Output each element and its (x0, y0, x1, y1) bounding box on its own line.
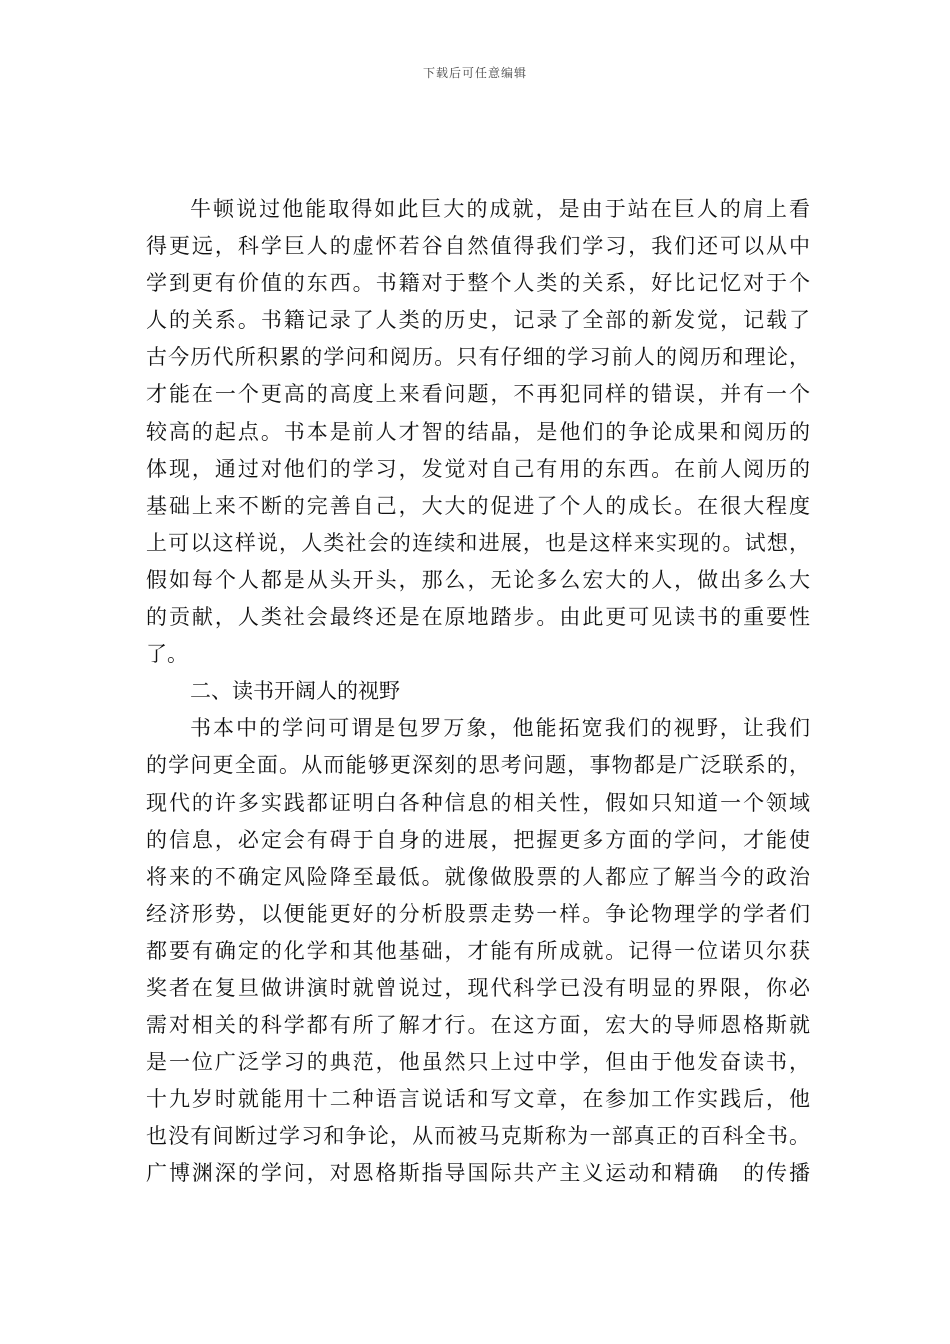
text-line: 将来的不确定风险降至最低。就像做股票的人都应了解当今的政治 (146, 864, 810, 889)
text-line: 学到更有价值的东西。书籍对于整个人类的关系，好比记忆对于个 (146, 271, 810, 296)
text-line: 上可以这样说，人类社会的连续和进展，也是这样来实现的。试想， (146, 530, 810, 555)
text-line: 十九岁时就能用十二种语言说话和写文章，在参加工作实践后，他 (146, 1087, 810, 1112)
text-line: 书本中的学问可谓是包罗万象，他能拓宽我们的视野，让我们 (190, 716, 810, 741)
text-line: 是一位广泛学习的典范，他虽然只上过中学，但由于他发奋读书， (146, 1050, 810, 1075)
text-line: 基础上来不断的完善自己，大大的促进了个人的成长。在很大程度 (146, 493, 810, 518)
text-line: 假如每个人都是从头开头，那么，无论多么宏大的人，做出多么大 (146, 567, 810, 592)
text-line: 了。 (146, 642, 188, 667)
text-line: 也没有间断过学习和争论，从而被马克斯称为一部真正的百科全书。 (146, 1124, 810, 1149)
text-line: 的信息，必定会有碍于自身的进展，把握更多方面的学问，才能使 (146, 827, 810, 852)
text-line: 经济形势，以便能更好的分析股票走势一样。争论物理学的学者们 (146, 901, 810, 926)
text-line: 才能在一个更高的高度上来看问题，不再犯同样的错误，并有一个 (146, 382, 810, 407)
text-line: 现代的许多实践都证明白各种信息的相关性，假如只知道一个领域 (146, 790, 810, 815)
text-line: 奖者在复旦做讲演时就曾说过，现代科学已没有明显的界限，你必 (146, 975, 810, 1000)
text-line: 牛顿说过他能取得如此巨大的成就，是由于站在巨人的肩上看 (190, 197, 810, 221)
body-text (146, 191, 810, 1193)
text-line: 的学问更全面。从而能够更深刻的思考问题，事物都是广泛联系的， (146, 753, 810, 778)
text-line: 体现，通过对他们的学习，发觉对自己有用的东西。在前人阅历的 (146, 456, 810, 481)
text-line: 二、读书开阔人的视野 (190, 679, 400, 704)
text-line: 都要有确定的化学和其他基础，才能有所成就。记得一位诺贝尔获 (146, 938, 810, 963)
page-header: 下载后可任意编辑 (422, 66, 527, 80)
text-line: 需对相关的科学都有所了解才行。在这方面，宏大的导师恩格斯就 (146, 1013, 810, 1038)
text-line: 广博渊深的学问，对恩格斯指导国际共产主义运动和精确 的传播 (146, 1161, 810, 1186)
text-line: 得更远，科学巨人的虚怀若谷自然值得我们学习，我们还可以从中 (146, 234, 810, 259)
text-line: 人的关系。书籍记录了人类的历史，记录了全部的新发觉，记载了 (146, 308, 810, 333)
text-line: 的贡献，人类社会最终还是在原地踏步。由此更可见读书的重要性 (146, 605, 810, 630)
text-line: 古今历代所积累的学问和阅历。只有仔细的学习前人的阅历和理论， (146, 345, 810, 370)
text-line: 较高的起点。书本是前人才智的结晶，是他们的争论成果和阅历的 (146, 419, 810, 444)
